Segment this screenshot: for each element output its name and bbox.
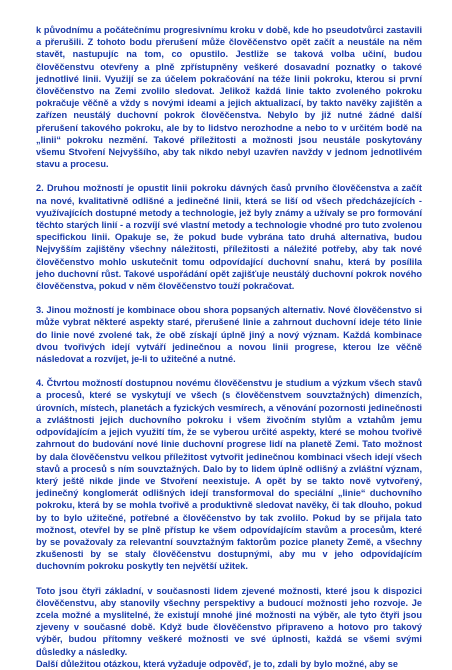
paragraph-next-question: Další důležitou otázkou, která vyžaduje odpověď, je to, zdali by bylo možné, aby se: [36, 658, 398, 669]
document-page: [36, 24, 422, 670]
paragraph-option-2: 2. Druhou možností je opustit linii pokroku dávných časů prvního člověčenstva a začít na nové, kvalitativně odlišné a jedinečné linii, která se liší od všech předcházejících - využívajících dostupné metody a technologie, jež byly známy a užívaly se pro formování těchto starých linií - a rozvíjí své vlastní metody a technologie vhodné pro tuto zvolenou specifickou linii. Opakuje se, že pokud bude vybrána tato druhá alternativa, budou Nejvyšším zajištěny všechny náležitosti, příležitosti a náležité potřeby, aby tak nové člověčenstvo mohlo uskutečnit tomu odpovídající duchovní snahu, která by posílila jeho duchovní růst. Takové uspořádání opět zajišťuje neustálý duchovní pokrok nového člověčenstva, pokud v něm člověčenstvo touží pokračovat.: [36, 183, 422, 292]
paragraph-option-4: 4. Čtvrtou možností dostupnou novému člověčenstvu je studium a výzkum všech stavů a procesů, které se vyskytují ve všech (s člověčenstvem souvztažných) dimenzích, úrovních, místech, planetách a fyzických vesmírech, a věnování pozornosti jedinečnosti a zvláštnosti jejich duchovního pokroku i všem živočním stylům a vztahům jemu odpovídajícím a jejich využití tím, že se vyberou určité aspekty, které se mohou tvořivě zahrnout do budování nové linie duchovní progrese lidí na planetě Zemi. Tato možnost by dala člověčenstvu velkou příležitost vytvořit jedinečnou kombinaci všech idejí všech stavů a procesů s ním souvztažných. Dalo by to lidem úplně odlišný a zvláštní význam, který ještě nikde jinde ve Stvoření neexistuje. A opět by se takto nově vytvořený, jedinečný konglomerát odlišných idejí transformoval do speciální „linie“ duchovního pokroku, která by se mohla tvořivě a produktivně sledovat navěky, či tak dlouho, pokud by to bylo užitečné, potřebné a člověčenstvo by tak zvolilo. Pokud by se přijala tato možnost, otevřel by se plně přístup ke všem odpovídajícím stavům a procesům, které by se považovaly za relevantní souvztažným faktorům pozice planety Země, a všechny zkušenosti by se staly člověčenstvu dostupnými, aby mu v jeho odpovídajícím duchovním pokroku poskytly ten největší užitek.: [36, 378, 422, 572]
paragraph-option-3: 3. Jinou možností je kombinace obou shora popsaných alternativ. Nové člověčenstvo si může vybrat některé aspekty staré, přerušené linie a zahrnout duchovní ideje této linie do linie nové zvolené tak, že obě získají úplně jiný a nový význam. Každá kombinace dvou tvořivých idejí vytváří jedinečnou a novou linii progrese, kterou lze věčně následovat a rozvíjet, je-li to užitečné a nutné.: [36, 305, 422, 365]
paragraph-1-continuation: k původnímu a počátečnímu progresivnímu kroku v době, kde ho pseudotvůrci zastavili a přerušili. Z tohoto bodu přerušení může člověčenstvo opět začít a neustále na něm stavět, nastupujíc na tom, co opustilo. Jestliže se taková volba učiní, budou člověčenstvu otevřeny a plně zpřístupněny veškeré dosavadní poznatky o takové jednotlivé linii. Využijí se za účelem pokračování na téže linii pokroku, kterou si první člověčenstvo na Zemi zvolilo sledovat. Jelikož každá linie takto zvoleného pokroku pokračuje věčně a vždy s novými ideami a jejich aktualizací, by takto navěky zajištěn a zařízen neustálý duchovní pokrok člověčenstva. Nebylo by již nutné žádné další přerušení takového pokroku, ale by to lidstvo nerozhodne a nebo to v určitém bodě na „linii“ pokroku nezmění. Takové příležitosti a možnosti jsou neustále poskytovány všemu Stvoření Nejvyššího, aby tak nikdo nebyl uzavřen navždy v jednom jednotlivém stavu a procesu.: [36, 25, 422, 170]
paragraph-summary: Toto jsou čtyři základní, v současnosti lidem zjevené možnosti, které jsou k dispozici člověčenstvu, aby stanovily všechny perspektivy a budoucí možnosti jeho rozvoje. Je zcela možné a myslitelné, že existují mnohé jiné možnosti na výběr, ale tyto čtyři jsou zjeveny v současné době. Když bude člověčenstvo připraveno a hotovo pro takový výběr, budou přítomny veškeré možnosti ve své úplnosti, každá se všemi svými důsledky a následky.: [36, 585, 422, 657]
